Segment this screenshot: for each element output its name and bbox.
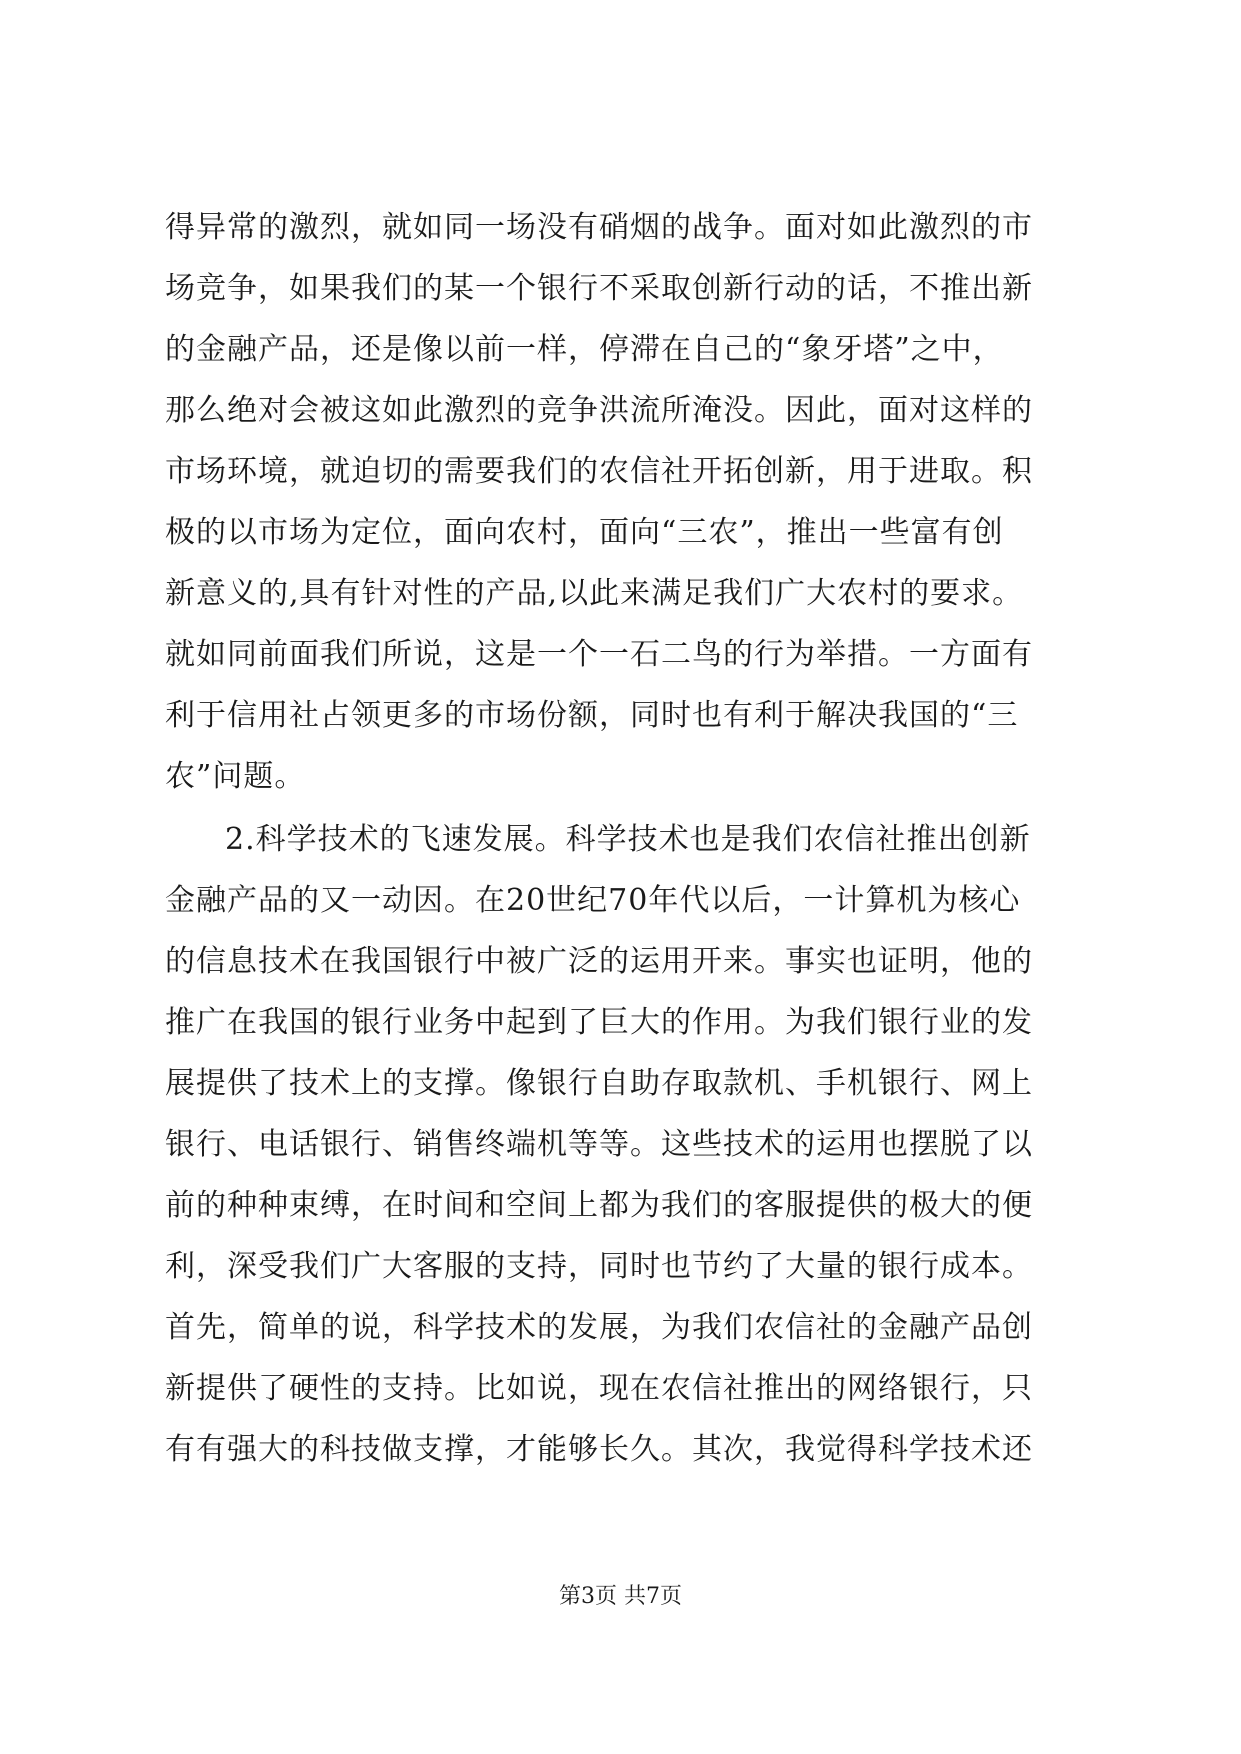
text-line: 的金融产品，还是像以前一样，停滞在自己的“象牙塔”之中，	[165, 332, 1004, 367]
text-line: 前的种种束缚，在时间和空间上都为我们的客服提供的极大的便	[165, 1188, 1033, 1223]
text-line: 展提供了技术上的支撑。像银行自助存取款机、手机银行、网上	[165, 1066, 1033, 1101]
text-line: 新意义的,具有针对性的产品,以此来满足我们广大农村的要求。	[165, 576, 1024, 611]
text-line: 推广在我国的银行业务中起到了巨大的作用。为我们银行业的发	[165, 1005, 1033, 1040]
text-line: 有有强大的科技做支撑，才能够长久。其次，我觉得科学技术还	[165, 1432, 1033, 1467]
text-line: 那么绝对会被这如此激烈的竞争洪流所淹没。因此，面对这样的	[165, 393, 1033, 428]
text-line: 极的以市场为定位，面向农村，面向“三农”，推出一些富有创	[165, 515, 1004, 550]
page-number-footer: 第3页 共7页	[559, 1584, 682, 1609]
text-line: 的信息技术在我国银行中被广泛的运用开来。事实也证明，他的	[165, 944, 1033, 979]
text-line: 就如同前面我们所说，这是一个一石二鸟的行为举措。一方面有	[165, 637, 1033, 672]
text-line: 利于信用社占领更多的市场份额，同时也有利于解决我国的“三	[165, 698, 1019, 733]
text-line: 市场环境，就迫切的需要我们的农信社开拓创新，用于进取。积	[165, 454, 1033, 489]
text-line: 农”问题。	[165, 759, 306, 794]
text-line: 新提供了硬性的支持。比如说，现在农信社推出的网络银行，只	[165, 1371, 1033, 1406]
text-line: 金融产品的又一动因。在20世纪70年代以后，一计算机为核心	[165, 883, 1021, 918]
paragraph-start-line: 2.科学技术的飞速发展。科学技术也是我们农信社推出创新	[225, 822, 1031, 857]
text-line: 得异常的激烈，就如同一场没有硝烟的战争。面对如此激烈的市	[165, 210, 1033, 245]
text-line: 利，深受我们广大客服的支持，同时也节约了大量的银行成本。	[165, 1249, 1033, 1284]
text-line: 银行、电话银行、销售终端机等等。这些技术的运用也摆脱了以	[165, 1127, 1033, 1162]
text-line: 场竞争，如果我们的某一个银行不采取创新行动的话，不推出新	[165, 271, 1033, 306]
text-line: 首先，简单的说，科学技术的发展，为我们农信社的金融产品创	[165, 1310, 1033, 1345]
